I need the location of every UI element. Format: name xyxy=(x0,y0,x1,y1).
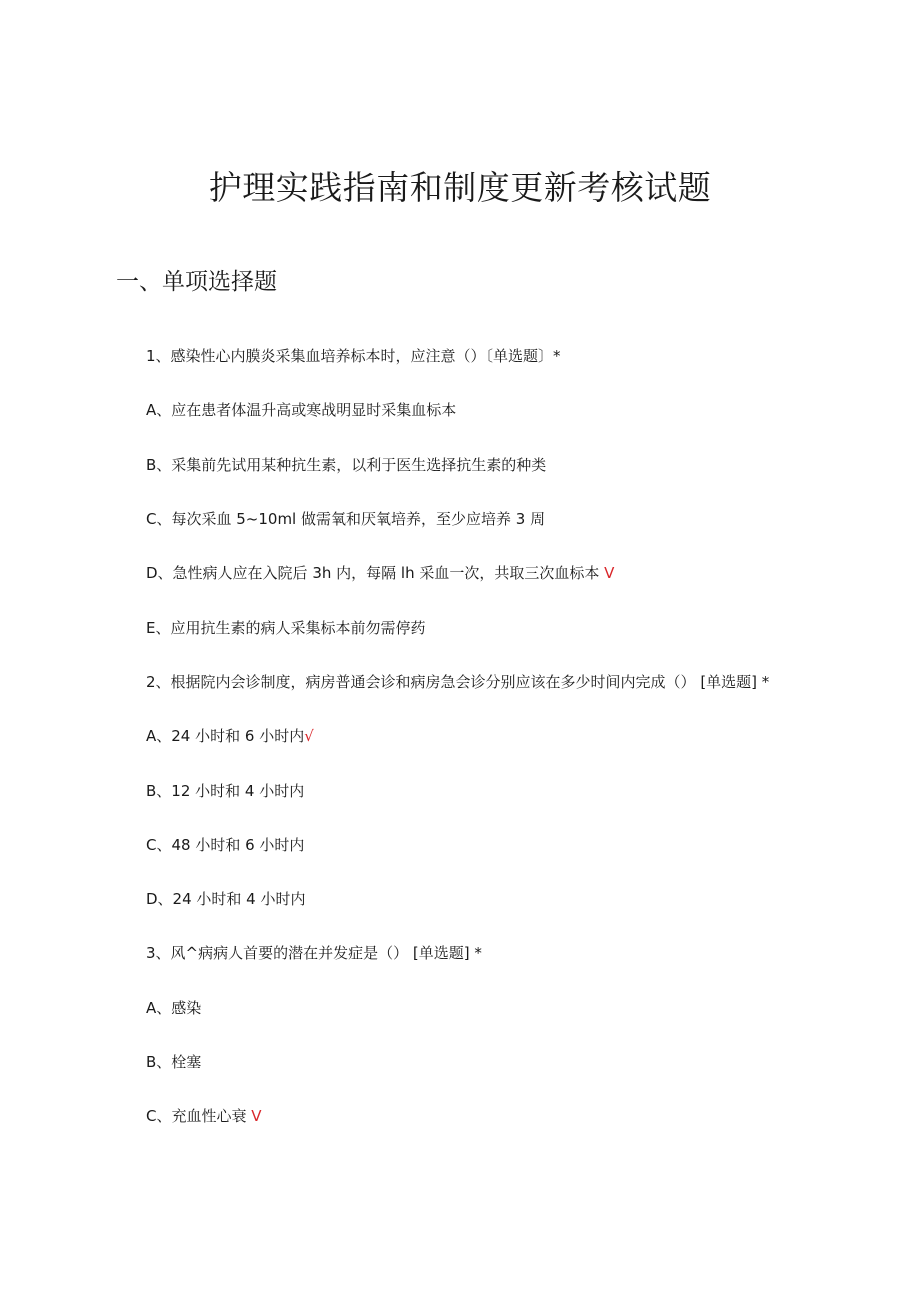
option-text: D、急性病人应在入院后 3h 内，每隔 lh 采血一次，共取三次血标本 xyxy=(146,564,605,582)
answer-option[interactable] xyxy=(146,998,201,1018)
answer-option[interactable] xyxy=(146,618,425,638)
option-text: C、充血性心衰 xyxy=(146,1107,252,1125)
option-text: C、每次采血 5~10ml 做需氧和厌氧培养，至少应培养 3 周 xyxy=(146,510,546,528)
answer-option[interactable] xyxy=(146,781,304,801)
answer-option[interactable] xyxy=(146,1106,262,1126)
option-text: C、48 小时和 6 小时内 xyxy=(146,836,305,854)
answer-option[interactable] xyxy=(146,509,545,529)
question-stem: 3、风^病病人首要的潜在并发症是（） [单选题] * xyxy=(146,944,482,962)
question-stem: 2、根据院内会诊制度，病房普通会诊和病房急会诊分别应该在多少时间内完成（） [单选题] * xyxy=(146,673,770,691)
correct-answer-mark: V xyxy=(251,1107,262,1125)
section-heading: 一、单项选择题 xyxy=(116,269,277,295)
option-text: A、应在患者体温升高或寒战明显时采集血标本 xyxy=(146,401,457,419)
option-text: E、应用抗生素的病人采集标本前勿需停药 xyxy=(146,619,426,637)
answer-option[interactable] xyxy=(146,889,306,909)
answer-option[interactable] xyxy=(146,563,614,583)
option-text: B、采集前先试用某种抗生素，以利于医生选择抗生素的种类 xyxy=(146,456,547,474)
option-text: A、24 小时和 6 小时内 xyxy=(146,727,305,745)
answer-option[interactable] xyxy=(146,455,546,475)
answer-option[interactable] xyxy=(146,1052,201,1072)
document-title: 护理实践指南和制度更新考核试题 xyxy=(208,168,712,207)
answer-option[interactable] xyxy=(146,726,314,746)
question-stem: 1、感染性心内膜炎采集血培养标本时，应注意（）〔单选题〕* xyxy=(146,347,561,365)
option-text: B、栓塞 xyxy=(146,1053,202,1071)
option-text: A、感染 xyxy=(146,999,202,1017)
correct-answer-mark: V xyxy=(604,564,615,582)
option-text: B、12 小时和 4 小时内 xyxy=(146,782,305,800)
answer-option[interactable] xyxy=(146,835,304,855)
option-text: D、24 小时和 4 小时内 xyxy=(146,890,306,908)
correct-answer-mark: √ xyxy=(304,727,314,745)
answer-option[interactable] xyxy=(146,400,456,420)
